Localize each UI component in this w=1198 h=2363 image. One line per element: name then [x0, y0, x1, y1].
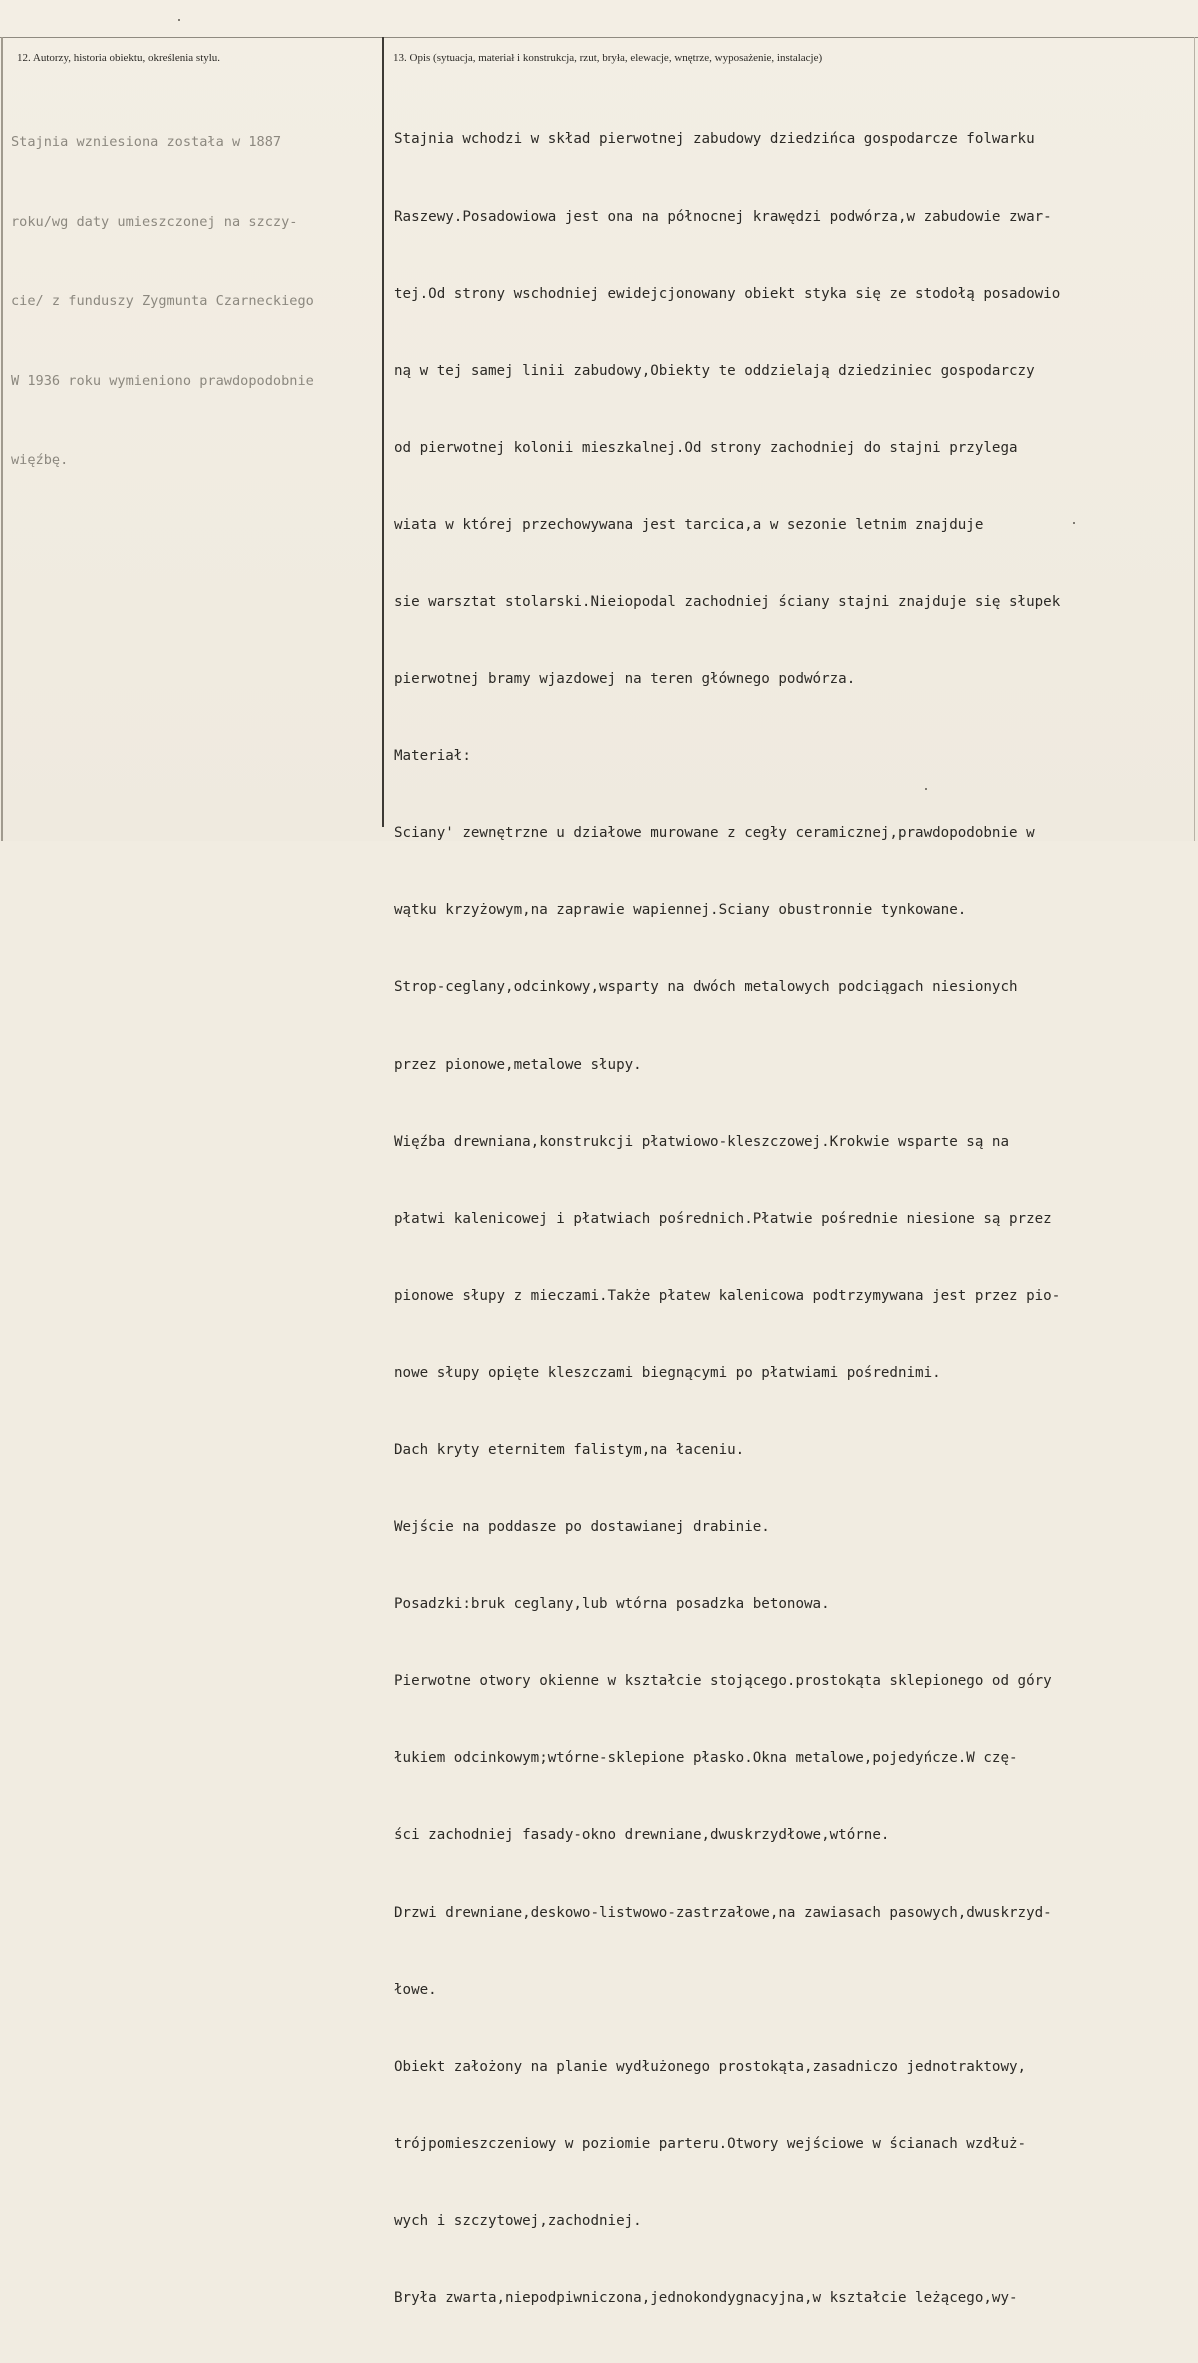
- text-line: Raszewy.Posadowiowa jest ona na północnej krawędzi podwórza,w zabudowie zwar-: [394, 208, 1052, 225]
- text-line: Stajnia wzniesiona została w 1887: [11, 134, 282, 150]
- text-line: Więźba drewniana,konstrukcji płatwiowo-kleszczowej.Krokwie wsparte są na: [394, 1133, 1009, 1150]
- text-line: Obiekt założony na planie wydłużonego prostokąta,zasadniczo jednotraktowy,: [394, 2058, 1027, 2075]
- text-line: Strop-ceglany,odcinkowy,wsparty na dwóch metalowych podciągach niesionych: [394, 979, 1018, 996]
- text-line: roku/wg daty umieszczonej na szczy-: [11, 213, 298, 230]
- text-line: więźbę.: [11, 452, 69, 468]
- description-text-block: [394, 76, 1060, 2363]
- text-line: wątku krzyżowym,na zaprawie wapiennej.Sciany obustronnie tynkowane.: [394, 902, 967, 919]
- text-line: ną w tej samej linii zabudowy,Obiekty te oddzielają dziedziniec gospodarczy: [394, 362, 1035, 379]
- text-line: łowe.: [394, 1981, 437, 1998]
- text-line: Sciany' zewnętrzne u działowe murowane z cegły ceramicznej,prawdopodobnie w: [394, 825, 1035, 842]
- text-line: płatwi kalenicowej i płatwiach pośrednich.Płatwie pośrednie niesione są przez: [394, 1210, 1052, 1227]
- text-line: Materiał:: [394, 748, 471, 765]
- left-edge-rule: [1, 37, 3, 841]
- text-line: Posadzki:bruk ceglany,lub wtórna posadzka betonowa.: [394, 1596, 830, 1613]
- text-line: przez pionowe,metalowe słupy.: [394, 1056, 642, 1073]
- text-line: Stajnia wchodzi w skład pierwotnej zabudowy dziedzińca gospodarcze folwarku: [394, 131, 1035, 148]
- text-line: nowe słupy opięte kleszczami biegnącymi po płatwiami pośrednimi.: [394, 1364, 941, 1381]
- text-line: sie warsztat stolarski.Nieiopodal zachodniej ściany stajni znajduje się słupek: [394, 593, 1061, 610]
- section-12-header: 12. Autorzy, historia obiektu, określenia stylu.: [17, 52, 221, 64]
- text-line: W 1936 roku wymieniono prawdopodobnie: [11, 372, 314, 389]
- text-line: wych i szczytowej,zachodniej.: [394, 2212, 642, 2229]
- text-line: ści zachodniej fasady-okno drewniane,dwuskrzydłowe,wtórne.: [394, 1827, 890, 1844]
- section-13-header: 13. Opis (sytuacja, materiał i konstrukcja, rzut, bryła, elewacje, wnętrze, wyposażenie, instalacje): [393, 52, 823, 64]
- text-line: trójpomieszczeniowy w poziomie parteru.Otwory wejściowe w ścianach wzdłuż-: [394, 2135, 1027, 2152]
- top-rule: [0, 37, 1198, 38]
- text-line: cie/ z funduszy Zygmunta Czarneckiego: [11, 293, 314, 309]
- column-divider: [382, 37, 384, 827]
- text-line: Dach kryty eternitem falistym,na łaceniu.: [394, 1442, 745, 1458]
- text-line: wiata w której przechowywana jest tarcica,a w sezonie letnim znajduje: [394, 516, 984, 533]
- ink-speck: [1073, 522, 1075, 524]
- right-edge-rule: [1194, 37, 1195, 841]
- text-line: tej.Od strony wschodniej ewidejcjonowany obiekt styka się ze stodołą posadowio: [394, 285, 1061, 302]
- text-line: Bryła zwarta,niepodpiwniczona,jednokondygnacyjna,w kształcie leżącego,wy-: [394, 2290, 1018, 2307]
- ink-speck: [178, 19, 180, 21]
- text-line: Pierwotne otwory okienne w kształcie stojącego.prostokąta sklepionego od góry: [394, 1673, 1052, 1690]
- text-line: pierwotnej bramy wjazdowej na teren głównego podwórza.: [394, 671, 856, 688]
- text-line: pionowe słupy z mieczami.Także płatew kalenicowa podtrzymywana jest przez pio-: [394, 1287, 1061, 1304]
- text-line: Drzwi drewniane,deskowo-listwowo-zastrzałowe,na zawiasach pasowych,dwuskrzyd-: [394, 1904, 1052, 1921]
- text-line: od pierwotnej kolonii mieszkalnej.Od strony zachodniej do stajni przylega: [394, 439, 1018, 456]
- text-line: Wejście na poddasze po dostawianej drabinie.: [394, 1519, 770, 1536]
- history-text-block: [11, 76, 314, 527]
- text-line: łukiem odcinkowym;wtórne-sklepione płasko.Okna metalowe,pojedyńcze.W czę-: [394, 1750, 1018, 1767]
